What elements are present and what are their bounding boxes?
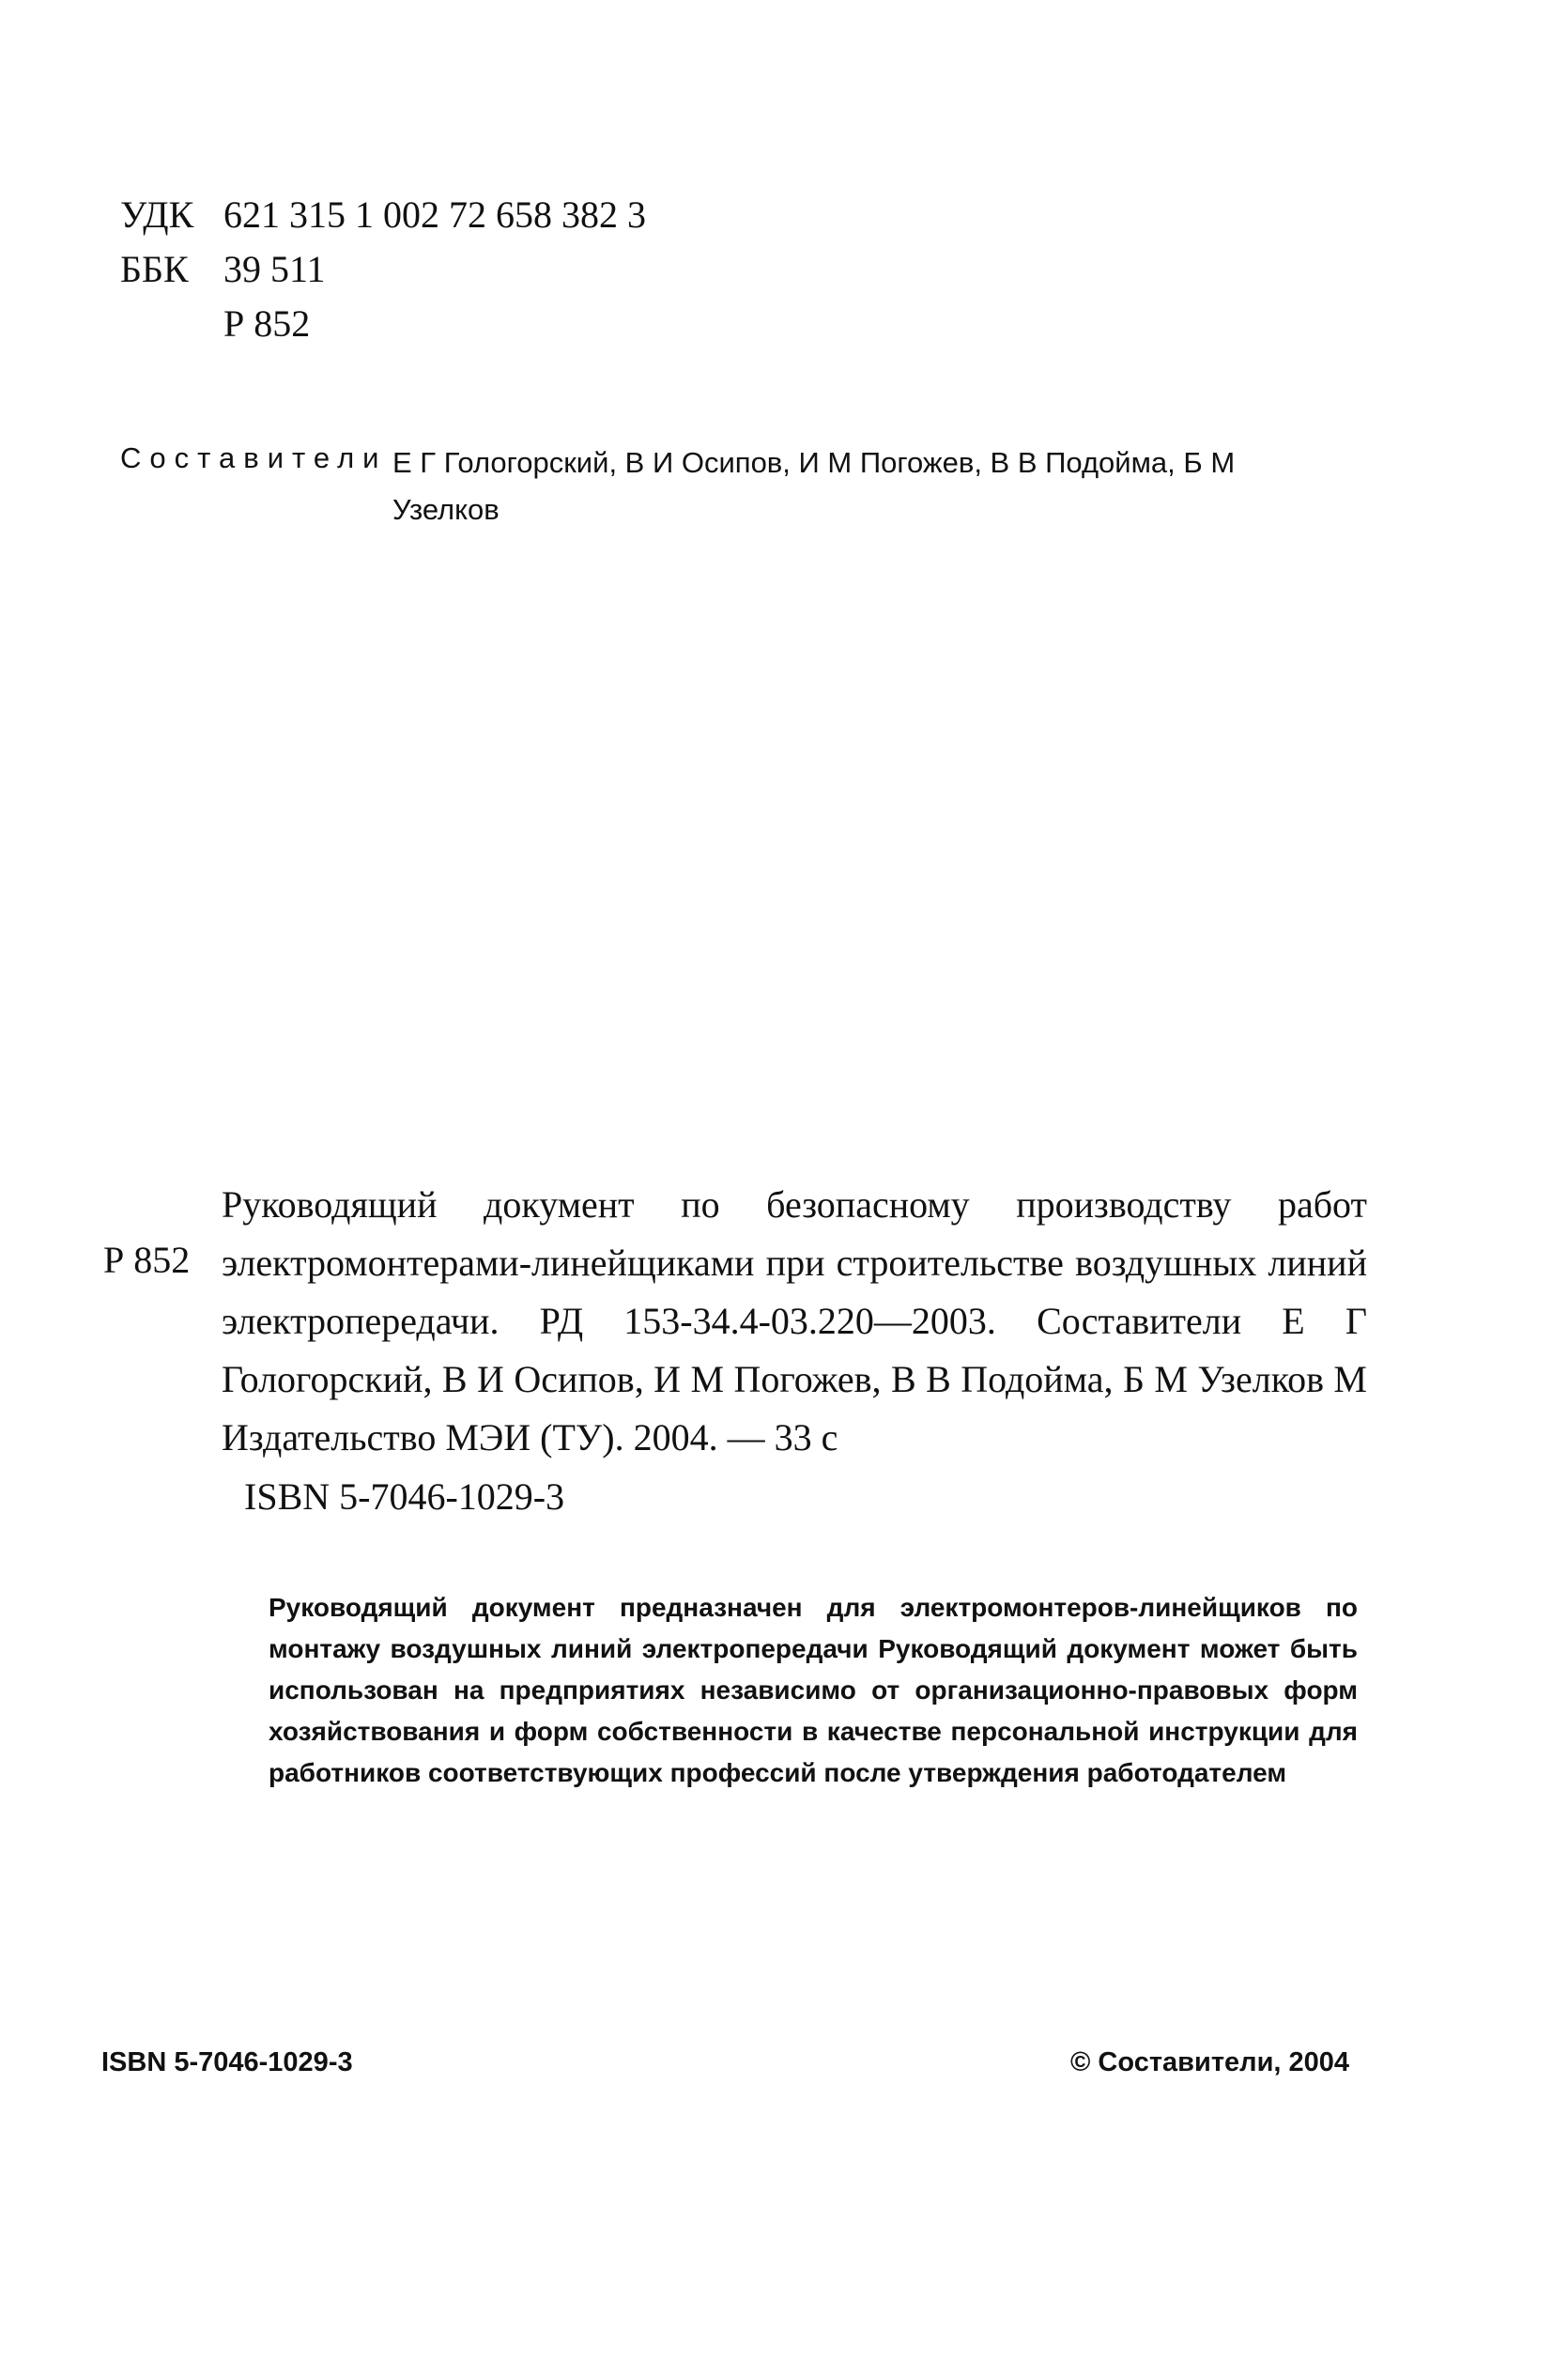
isbn-line: ISBN 5-7046-1029-3 (244, 1475, 565, 1518)
udk-label: УДК (120, 193, 194, 236)
abstract (269, 1587, 1358, 1794)
compilers-label: Составители (120, 441, 388, 474)
author-mark: Р 852 (223, 302, 311, 345)
bibliographic-text: Руководящий документ по безопасному производству работ электромонтерами-линейщиками при строительстве воздушных линий электропередачи. РД 153-34.4-03.220—2003. Составители Е Г Гологорский, В И Осипов, И М Погожев, В В Подойма, Б М Узелков М Издательство МЭИ (ТУ). 2004. — 33 с (222, 1183, 1367, 1459)
udk-line (120, 188, 646, 242)
footer-isbn: ISBN 5-7046-1029-3 (101, 2047, 353, 2077)
footer-copyright: © Составители, 2004 (1070, 2047, 1350, 2077)
bibliographic-entry (222, 1176, 1367, 1467)
abstract-text: Руководящий документ предназначен для электромонтеров-линейщиков по монтажу воздушных линий электропередачи Руководящий документ может быть использован на предприятиях независимо от организационно-правовых форм хозяйствования и форм собственности в качестве персональной инструкции для работников соответствующих профессий после утверждения работодателем (269, 1593, 1358, 1787)
compilers-names: Е Г Гологорский, В И Осипов, И М Погожев, В В Подойма, Б М Узелков (392, 446, 1236, 526)
bbk-value: 39 511 (223, 248, 326, 290)
bibliographic-code: Р 852 (103, 1239, 191, 1281)
bbk-label: ББК (120, 248, 189, 290)
classification-block (120, 188, 646, 351)
bbk-line (120, 242, 646, 297)
udk-value: 621 315 1 002 72 658 382 3 (223, 193, 646, 236)
